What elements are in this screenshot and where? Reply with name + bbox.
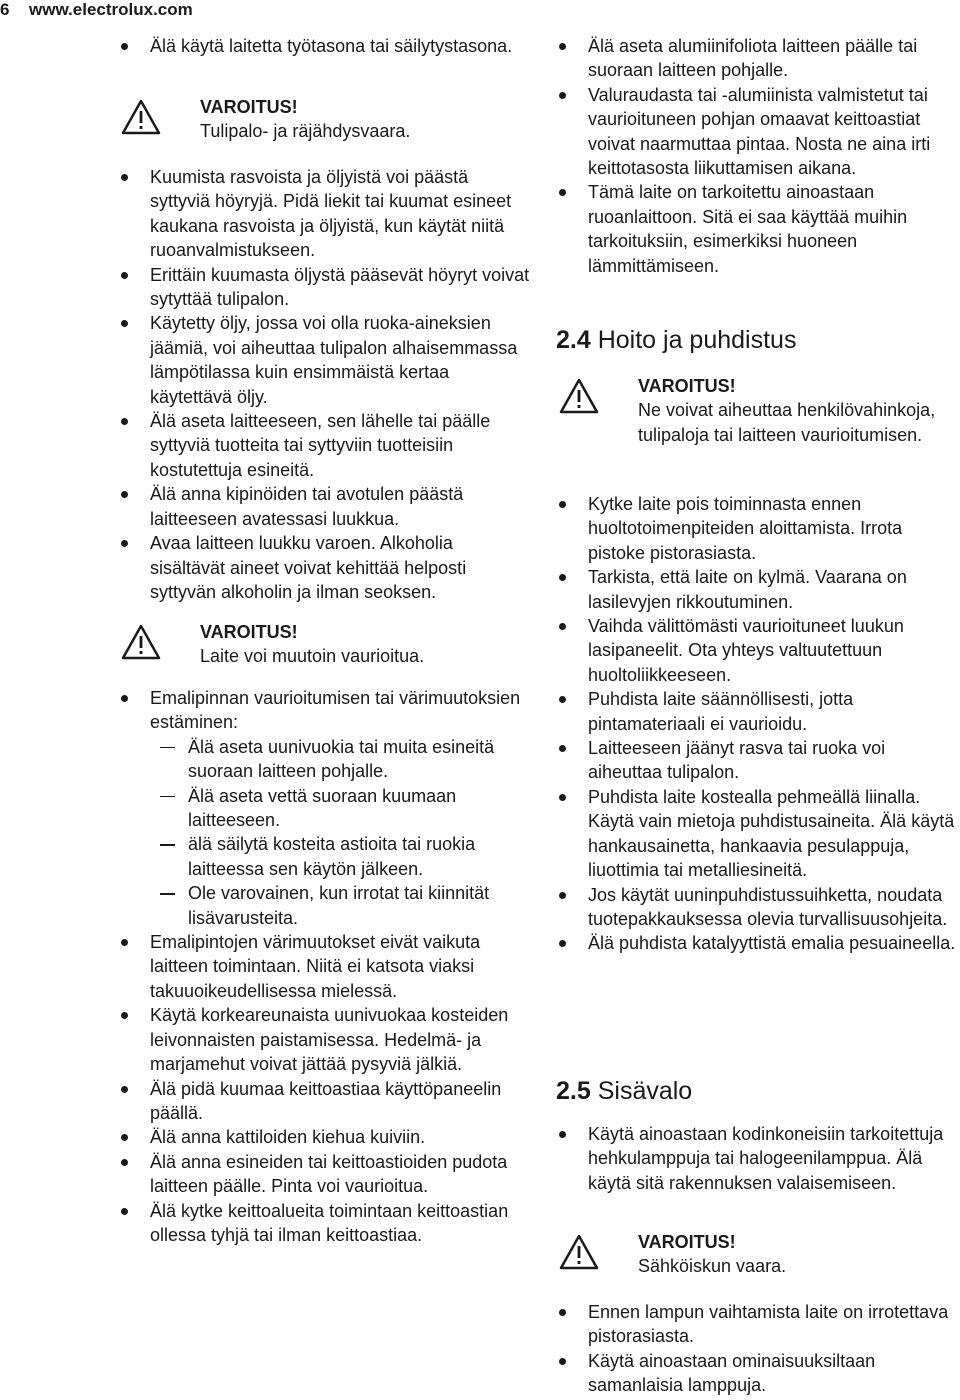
list-item: Valuraudasta tai -alumiinista valmistetut tai vaurioituneen pohjan omaavat keittoastiat voivat naarmuttaa pintaa. Nosta ne aina irti keittotasosta liikuttamisen aikana. [556, 83, 960, 181]
sub-list [118, 735, 530, 930]
list-item: Puhdista laite säännöllisesti, jotta pintamateriaali ei vaurioidu. [556, 687, 960, 736]
care-list [556, 492, 960, 956]
enamel-list [118, 686, 530, 1247]
list-item: Avaa laitteen luukku varoen. Alkoholia sisältävät aineet voivat kehittää helposti syttyvän alkoholin ja ilman seoksen. [118, 531, 530, 604]
list-item: Älä puhdista katalyyttistä emalia pesuaineella. [556, 931, 960, 955]
warning-fire [118, 95, 530, 155]
warning-electric [556, 1230, 960, 1290]
warning-icon [121, 99, 161, 135]
list-item: Kytke laite pois toiminnasta ennen huoltotoimenpiteiden aloittamista. Irrota pistoke pistorasiasta. [556, 492, 960, 565]
warning-icon [559, 378, 599, 414]
list-item [118, 686, 530, 930]
section-number: 2.4 [556, 326, 591, 354]
warning-title: VAROITUS! [200, 97, 298, 117]
list-item: Käytä korkeareunaista uunivuokaa kosteiden leivonnaisten paistamisessa. Hedelmä- ja marjamehut voivat jättää pysyviä jälkiä. [118, 1003, 530, 1076]
list-item: Jos käytät uuninpuhdistussuihketta, noudata tuotepakkauksessa olevia turvallisuusohjeita. [556, 883, 960, 932]
list-item: Laitteeseen jäänyt rasva tai ruoka voi aiheuttaa tulipalon. [556, 736, 960, 785]
sub-list-item: Älä aseta uunivuokia tai muita esineitä suoraan laitteen pohjalle. [118, 735, 530, 784]
intro-list [118, 34, 530, 58]
list-item: Älä käytä laitetta työtasona tai säilytystasona. [118, 34, 530, 58]
list-item: Käytä ainoastaan kodinkoneisiin tarkoitettuja hehkulamppuja tai halogeenilamppua. Älä käytä sitä rakennuksen valaisemiseen. [556, 1122, 960, 1195]
section-heading-care [556, 325, 796, 355]
warning-title: VAROITUS! [638, 376, 736, 396]
section-title: Sisävalo [597, 1077, 693, 1105]
list-item: Älä pidä kuumaa keittoastiaa käyttöpaneelin päällä. [118, 1077, 530, 1126]
list-item: Älä anna kattiloiden kiehua kuiviin. [118, 1125, 530, 1149]
warning-icon [559, 1234, 599, 1270]
top-list [556, 34, 960, 278]
sub-list-item: Ole varovainen, kun irrotat tai kiinnität lisävarusteita. [118, 881, 530, 930]
page-number: 6 [0, 0, 10, 19]
sub-list-item: älä säilytä kosteita astioita tai ruokia laitteessa sen käytön jälkeen. [118, 832, 530, 881]
list-item: Tarkista, että laite on kylmä. Vaarana on lasilevyjen rikkoutuminen. [556, 565, 960, 614]
warning-title: VAROITUS! [638, 1232, 736, 1252]
lamp-list [556, 1300, 960, 1398]
warning-text: Ne voivat aiheuttaa henkilövahinkoja, tulipaloja tai laitteen vaurioitumisen. [638, 400, 936, 445]
list-item: Älä aseta laitteeseen, sen lähelle tai päälle syttyviä tuotteita tai syttyviin tuotteisiin kostutettuja esineitä. [118, 409, 530, 482]
list-item: Älä anna esineiden tai keittoastioiden pudota laitteen päälle. Pinta voi vaurioitua. [118, 1150, 530, 1199]
section-number: 2.5 [556, 1077, 591, 1105]
list-item: Älä kytke keittoalueita toimintaan keittoastian ollessa tyhjä tai ilman keittoastiaa. [118, 1199, 530, 1248]
list-item: Emalipintojen värimuutokset eivät vaikuta laitteen toimintaan. Niitä ei katsota viaksi takuuoikeudellisessa mielessä. [118, 930, 530, 1003]
section-title: Hoito ja puhdistus [597, 326, 797, 354]
warning-text: Sähköiskun vaara. [638, 1256, 787, 1277]
warning-injury [556, 374, 960, 445]
warning-text: Laite voi muutoin vaurioitua. [200, 646, 425, 667]
fire-list [118, 165, 530, 604]
warning-damage [118, 620, 530, 680]
list-item: Kuumista rasvoista ja öljyistä voi päästä syttyviä höyryjä. Pidä liekit tai kuumat esineet kaukana rasvoista ja öljyistä, kun käytät niitä ruoanvalmistukseen. [118, 165, 530, 263]
list-item: Älä anna kipinöiden tai avotulen päästä laitteeseen avatessasi luukkua. [118, 482, 530, 531]
list-item: Vaihda välittömästi vaurioituneet luukun lasipaneelit. Ota yhteys valtuutettuun huoltoliikkeeseen. [556, 614, 960, 687]
warning-text: Tulipalo- ja räjähdysvaara. [200, 121, 411, 142]
section-heading-light [556, 1076, 692, 1106]
list-item: Puhdista laite kostealla pehmeällä liinalla. Käytä vain mietoja puhdistusaineita. Älä käytä hankausainetta, hankaavia pesulappuja, liuottimia tai metalliesineitä. [556, 785, 960, 883]
light-list [556, 1122, 960, 1195]
list-item: Käytä ainoastaan ominaisuuksiltaan samanlaisia lamppuja. [556, 1349, 960, 1398]
warning-title: VAROITUS! [200, 622, 298, 642]
list-item: Käytetty öljy, jossa voi olla ruoka-aineksien jäämiä, voi aiheuttaa tulipalon alhaisemmassa lämpötilassa kuin ensimmäistä kertaa käytettävä öljy. [118, 311, 530, 409]
list-item: Erittäin kuumasta öljystä pääsevät höyryt voivat sytyttää tulipalon. [118, 263, 530, 312]
list-item-text: Emalipinnan vaurioitumisen tai värimuutoksien estäminen: [150, 688, 521, 733]
sub-list-item: Älä aseta vettä suoraan kuumaan laitteeseen. [118, 784, 530, 833]
list-item: Älä aseta alumiinifoliota laitteen päälle tai suoraan laitteen pohjalle. [556, 34, 960, 83]
list-item: Tämä laite on tarkoitettu ainoastaan ruoanlaittoon. Sitä ei saa käyttää muihin tarkoituksiin, esimerkiksi huoneen lämmittämiseen. [556, 180, 960, 278]
list-item: Ennen lampun vaihtamista laite on irrotettava pistorasiasta. [556, 1300, 960, 1349]
warning-icon [121, 624, 161, 660]
site-url: www.electrolux.com [29, 0, 193, 19]
